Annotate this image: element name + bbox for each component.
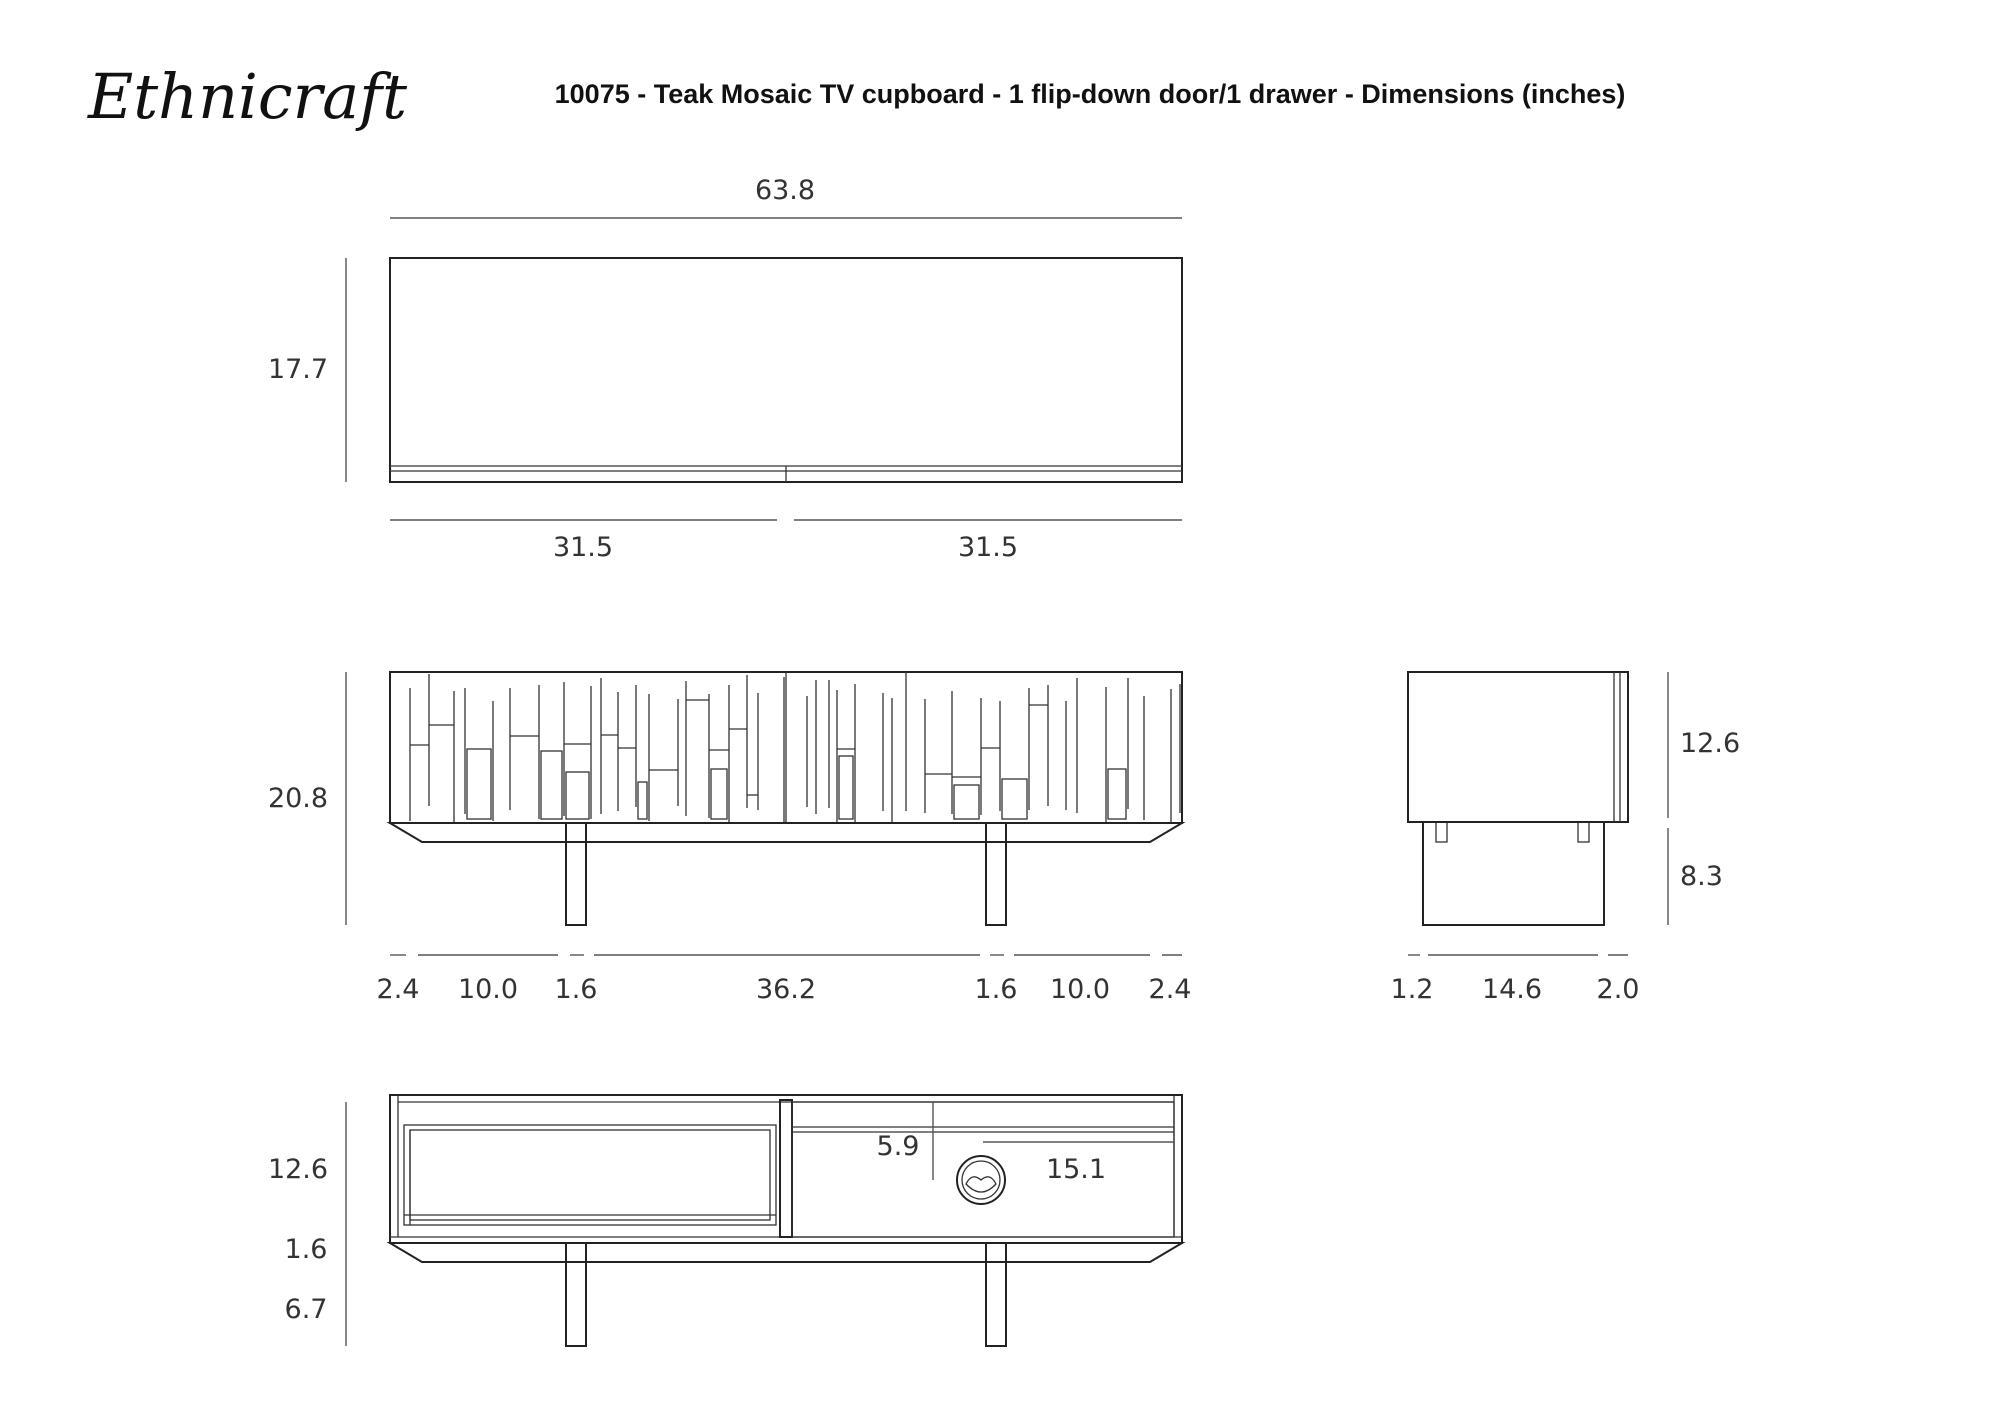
front-left-leg (566, 823, 586, 925)
drawer-front (792, 1102, 1174, 1237)
flip-down-door-opening (404, 1125, 776, 1225)
side-body-outline (1408, 672, 1628, 822)
front-plinth (390, 823, 1182, 842)
top-view (268, 175, 1182, 563)
front-height-label: 20.8 (267, 783, 329, 814)
center-divider (780, 1100, 792, 1237)
drawer-handle (957, 1156, 1005, 1204)
top-depth-label: 17.7 (267, 354, 329, 385)
side-leg-frame (1423, 822, 1604, 925)
open-front-view (268, 1095, 1182, 1346)
top-right-half-label: 31.5 (957, 532, 1019, 563)
side-segment-2: 14.6 (1481, 974, 1543, 1005)
page-title: 10075 - Teak Mosaic TV cupboard - 1 flip-down door/1 drawer - Dimensions (inches) (554, 79, 1626, 109)
drawer-depth-label: 5.9 (876, 1131, 920, 1162)
front-segment-6: 10.0 (1049, 974, 1111, 1005)
open-leg-height-label: 6.7 (284, 1294, 328, 1325)
front-right-leg (986, 823, 1006, 925)
side-segment-1: 1.2 (1390, 974, 1434, 1005)
side-segment-3: 2.0 (1596, 974, 1640, 1005)
drawer-width-label: 15.1 (1045, 1154, 1107, 1185)
front-segment-4: 36.2 (755, 974, 817, 1005)
top-width-label: 63.8 (754, 175, 816, 206)
front-segment-3: 1.6 (554, 974, 598, 1005)
side-leg-height-label: 8.3 (1680, 861, 1723, 892)
front-view (268, 672, 1192, 1005)
open-plinth-height-label: 1.6 (284, 1234, 328, 1265)
open-left-leg (566, 1243, 586, 1346)
teak-mosaic-pattern (410, 672, 1180, 823)
side-body-height-label: 12.6 (1680, 728, 1741, 759)
open-plinth (390, 1243, 1182, 1262)
side-view (1391, 672, 1741, 1005)
front-segment-5: 1.6 (974, 974, 1018, 1005)
top-left-half-label: 31.5 (552, 532, 614, 563)
top-outline (390, 258, 1182, 482)
open-right-leg (986, 1243, 1006, 1346)
front-segment-2: 10.0 (457, 974, 519, 1005)
brand-logo: Ethnicraft (88, 60, 408, 133)
open-body-height-label: 12.6 (267, 1154, 329, 1185)
front-segment-7: 2.4 (1148, 974, 1192, 1005)
front-segment-1: 2.4 (376, 974, 420, 1005)
